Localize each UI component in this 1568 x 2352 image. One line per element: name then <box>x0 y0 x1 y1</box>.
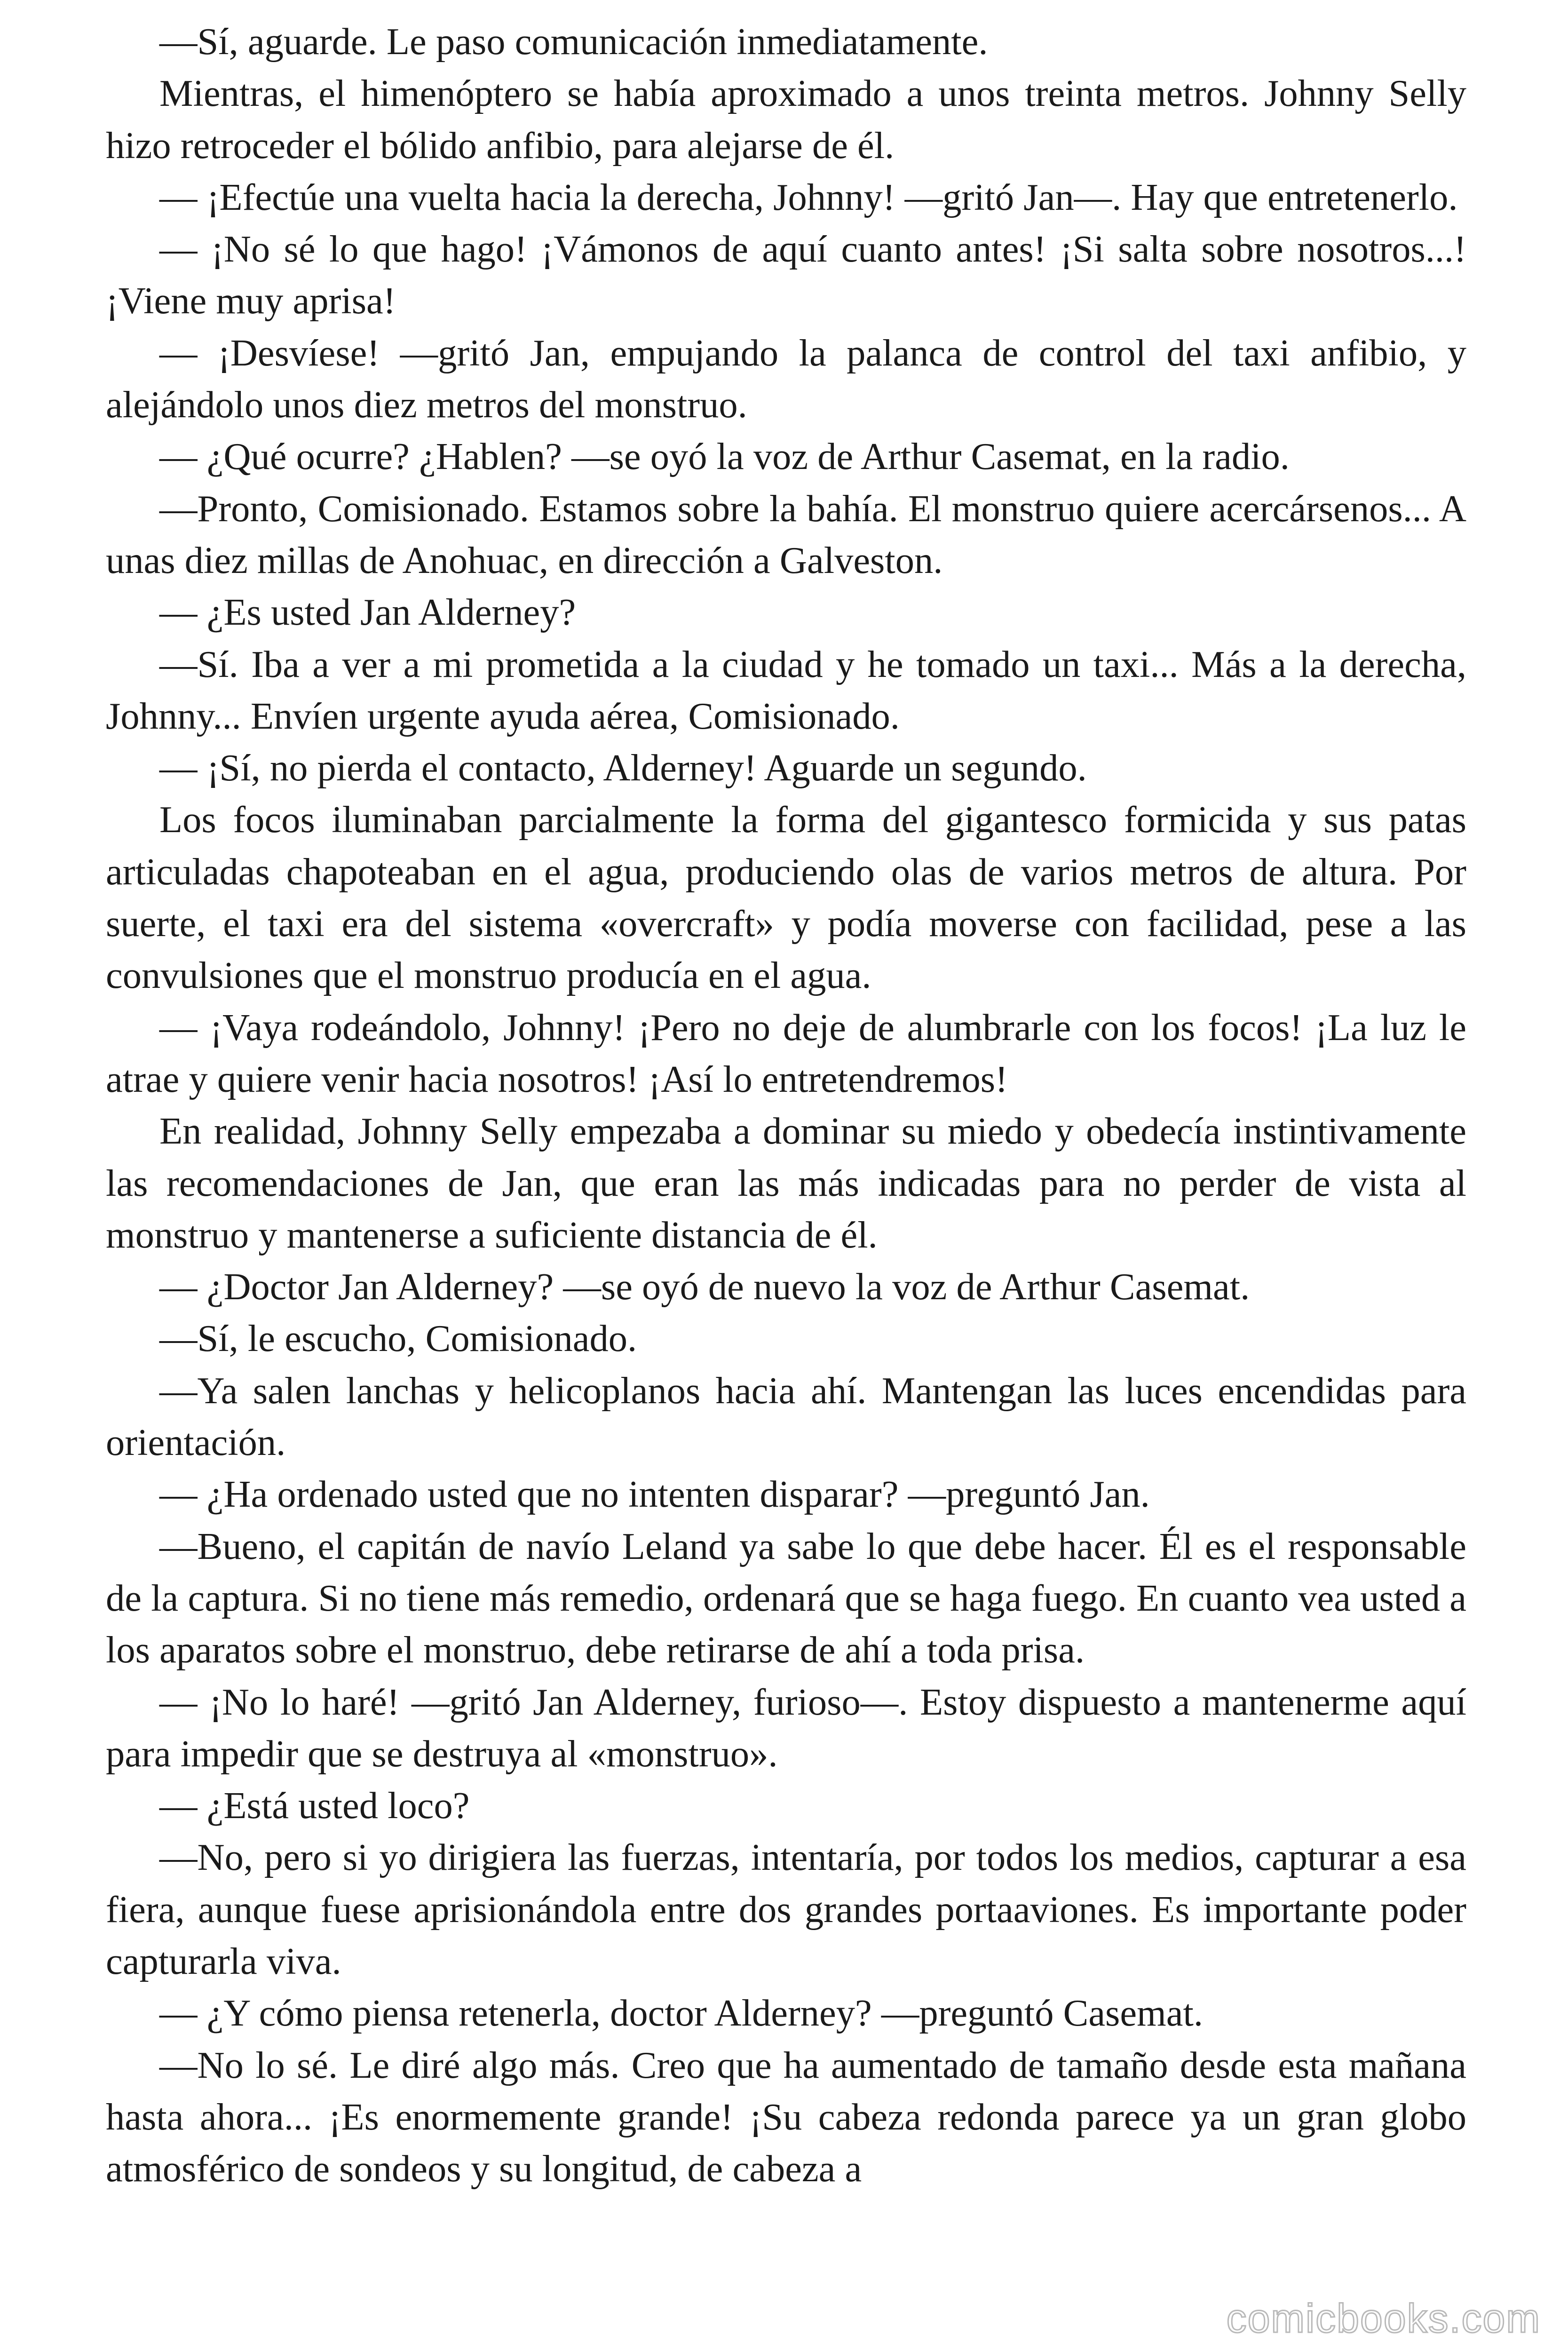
paragraph: — ¿Es usted Jan Alderney? <box>159 591 576 634</box>
paragraph: — ¡Vaya rodeándolo, Johnny! ¡Pero no deje de alumbrarle con los focos! ¡La luz le atrae y quiere venir hacia nosotros! ¡Así lo entretendremos! <box>106 1006 1466 1100</box>
paragraph: — ¿Doctor Jan Alderney? —se oyó de nuevo la voz de Arthur Casemat. <box>159 1266 1250 1308</box>
paragraph: —Sí, le escucho, Comisionado. <box>159 1318 637 1360</box>
paragraph: —Sí. Iba a ver a mi prometida a la ciudad y he tomado un taxi... Más a la derecha, Johnny... Envíen urgente ayuda aérea, Comisionado. <box>106 643 1466 737</box>
paragraph: —No, pero si yo dirigiera las fuerzas, intentaría, por todos los medios, capturar a esa fiera, aunque fuese aprisionándola entre dos grandes portaaviones. Es importante poder capturarla viva. <box>106 1836 1466 1982</box>
book-page-text <box>106 16 1466 2195</box>
watermark: comicbooks.com <box>1226 2296 1541 2341</box>
paragraph: —Sí, aguarde. Le paso comunicación inmediatamente. <box>159 21 988 63</box>
paragraph: —No lo sé. Le diré algo más. Creo que ha aumentado de tamaño desde esta mañana hasta ahora... ¡Es enormemente grande! ¡Su cabeza redonda parece ya un gran globo atmosférico de sondeos y su longitud, de cabeza a <box>106 2044 1466 2190</box>
paragraph: — ¡Efectúe una vuelta hacia la derecha, Johnny! —gritó Jan—. Hay que entretenerlo. <box>159 176 1458 218</box>
paragraph: Mientras, el himenóptero se había aproximado a unos treinta metros. Johnny Selly hizo retroceder el bólido anfibio, para alejarse de él. <box>106 72 1466 167</box>
paragraph: — ¡No lo haré! —gritó Jan Alderney, furioso—. Estoy dispuesto a mantenerme aquí para impedir que se destruya al «monstruo». <box>106 1681 1466 1775</box>
paragraph: — ¡Desvíese! —gritó Jan, empujando la palanca de control del taxi anfibio, y alejándolo unos diez metros del monstruo. <box>106 332 1466 426</box>
paragraph: — ¿Y cómo piensa retenerla, doctor Alderney? —preguntó Casemat. <box>159 1992 1203 2034</box>
paragraph: — ¿Qué ocurre? ¿Hablen? —se oyó la voz de Arthur Casemat, en la radio. <box>159 436 1290 478</box>
paragraph: Los focos iluminaban parcialmente la forma del gigantesco formicida y sus patas articuladas chapoteaban en el agua, produciendo olas de varios metros de altura. Por suerte, el taxi era del sistema «overcraft» y podía moverse con facilidad, pese a las convulsiones que el monstruo producía en el agua. <box>106 799 1466 997</box>
paragraph: — ¿Está usted loco? <box>159 1785 470 1827</box>
paragraph: En realidad, Johnny Selly empezaba a dominar su miedo y obedecía instintivamente las recomendaciones de Jan, que eran las más indicadas para no perder de vista al monstruo y mantenerse a suficiente distancia de él. <box>106 1110 1466 1256</box>
paragraph: —Ya salen lanchas y helicoplanos hacia ahí. Mantengan las luces encendidas para orientación. <box>106 1369 1466 1464</box>
paragraph: — ¿Ha ordenado usted que no intenten disparar? —preguntó Jan. <box>159 1473 1150 1516</box>
paragraph: —Bueno, el capitán de navío Leland ya sabe lo que debe hacer. Él es el responsable de la captura. Si no tiene más remedio, ordenará que se haga fuego. En cuanto vea usted a los aparatos sobre el monstruo, debe retirarse de ahí a toda prisa. <box>106 1525 1466 1671</box>
paragraph: — ¡No sé lo que hago! ¡Vámonos de aquí cuanto antes! ¡Si salta sobre nosotros...! ¡Viene muy aprisa! <box>106 228 1466 322</box>
paragraph: — ¡Sí, no pierda el contacto, Alderney! Aguarde un segundo. <box>159 747 1087 789</box>
paragraph: —Pronto, Comisionado. Estamos sobre la bahía. El monstruo quiere acercársenos... A unas diez millas de Anohuac, en dirección a Galveston. <box>106 487 1466 581</box>
